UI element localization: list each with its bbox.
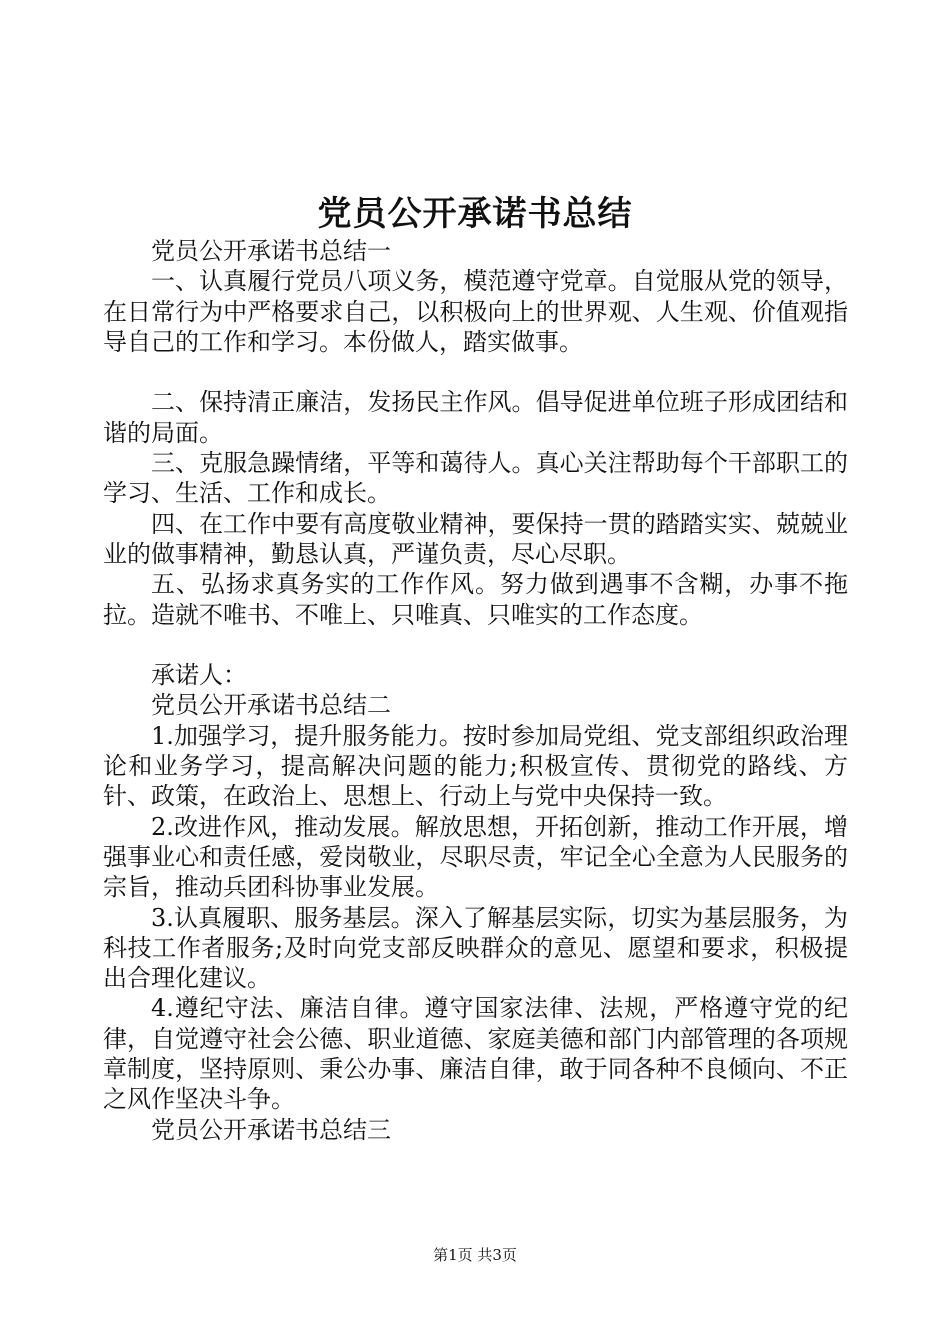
- page-footer: 第1页 共3页: [433, 1246, 517, 1264]
- section-heading-1: 党员公开承诺书总结一: [151, 237, 391, 265]
- document-title: 党员公开承诺书总结: [317, 194, 633, 234]
- paragraph-4: 四、在工作中要有高度敬业精神，要保持一贯的踏踏实实、兢兢业业的做事精神，勤恳认真，严谨负责，尽心尽职。: [103, 509, 848, 568]
- paragraph-6: 1.加强学习，提升服务能力。按时参加局党组、党支部组织政治理论和业务学习，提高解决问题的能力;积极宣传、贯彻党的路线、方针、政策，在政治上、思想上、行动上与党中央保持一致。: [103, 721, 848, 811]
- paragraph-1: 一、认真履行党员八项义务，模范遵守党章。自觉服从党的领导，在日常行为中严格要求自己，以积极向上的世界观、人生观、价值观指导自己的工作和学习。本份做人，踏实做事。: [103, 267, 848, 356]
- blank-line: [103, 357, 848, 387]
- document-body: [103, 236, 848, 1145]
- section-heading-2: 党员公开承诺书总结二: [151, 691, 391, 720]
- paragraph-8: 3.认真履职、服务基层。深入了解基层实际，切实为基层服务，为科技工作者服务;及时向党支部反映群众的意见、愿望和要求，积极提出合理化建议。: [103, 903, 848, 993]
- paragraph-7: 2.改进作风，推动发展。解放思想，开拓创新，推动工作开展，增强事业心和责任感，爱岗敬业，尽职尽责，牢记全心全意为人民服务的宗旨，推动兵团科协事业发展。: [103, 812, 848, 902]
- signatory-label: 承诺人：: [151, 661, 247, 690]
- paragraph-5: 五、弘扬求真务实的工作作风。努力做到遇事不含糊，办事不拖拉。造就不唯书、不唯上、只唯真、只唯实的工作态度。: [103, 570, 848, 629]
- blank-line: [103, 630, 848, 660]
- section-heading-3: 党员公开承诺书总结三: [151, 1115, 391, 1144]
- paragraph-3: 三、克服急躁情绪，平等和蔼待人。真心关注帮助每个干部职工的学习、生活、工作和成长。: [103, 449, 848, 508]
- paragraph-9: 4.遵纪守法、廉洁自律。遵守国家法律、法规，严格遵守党的纪律，自觉遵守社会公德、职业道德、家庭美德和部门内部管理的各项规章制度，坚持原则、秉公办事、廉洁自律，敢于同各种不良倾向、不正之风作坚决斗争。: [103, 994, 848, 1114]
- paragraph-2: 二、保持清正廉洁，发扬民主作风。倡导促进单位班子形成团结和谐的局面。: [103, 388, 848, 447]
